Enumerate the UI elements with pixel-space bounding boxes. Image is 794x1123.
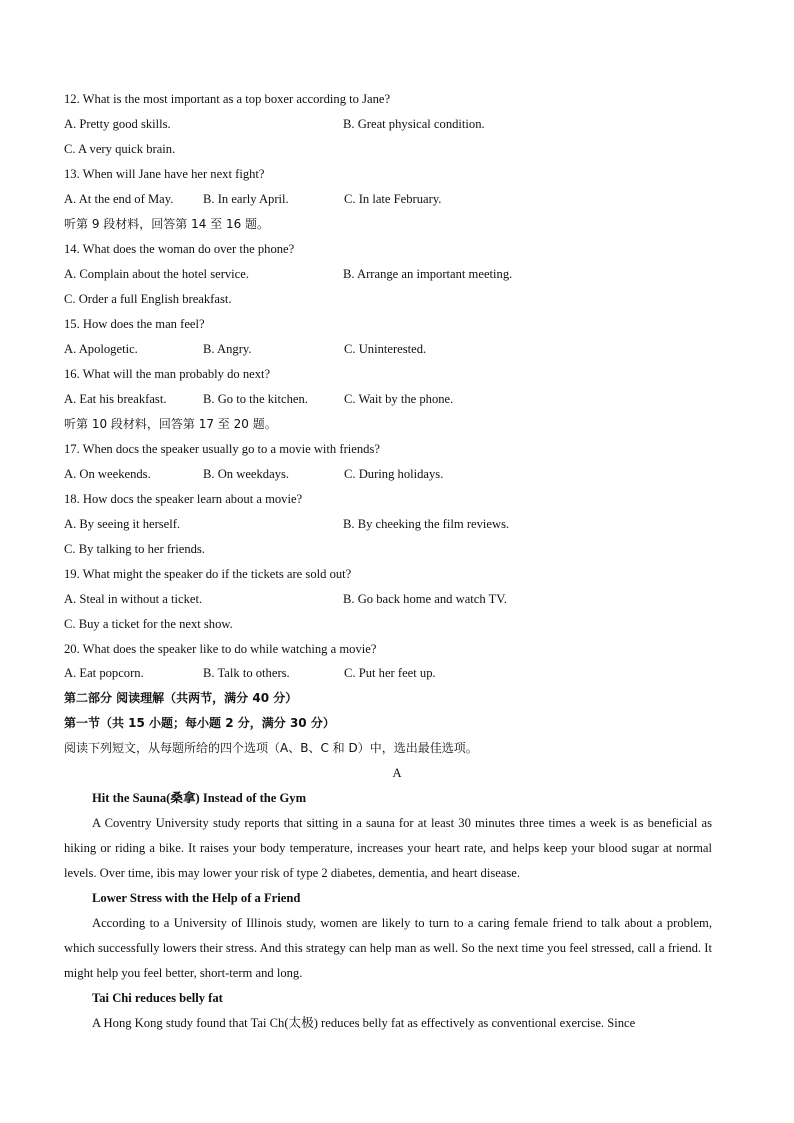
q17-option-a: A. On weekends. <box>64 467 151 481</box>
q12-option-a: A. Pretty good skills. <box>64 117 171 131</box>
q16-option-a: A. Eat his breakfast. <box>64 392 167 406</box>
question-20: 20. What does the speaker like to do while watching a movie? <box>64 642 377 656</box>
part-2-title: 第二部分 阅读理解（共两节，满分 40 分） <box>64 691 298 705</box>
q19-option-b: B. Go back home and watch TV. <box>343 592 507 606</box>
paragraph-tai-chi: A Hong Kong study found that Tai Ch(太极) reduces belly fat as effectively as conventional exercise. Since <box>92 1016 636 1030</box>
q20-option-c: C. Put her feet up. <box>344 666 436 680</box>
q15-option-b: B. Angry. <box>203 342 252 356</box>
question-16: 16. What will the man probably do next? <box>64 367 271 381</box>
question-13: 13. When will Jane have her next fight? <box>64 167 265 181</box>
heading-friend: Lower Stress with the Help of a Friend <box>92 891 301 905</box>
section-10-instruction: 听第 10 段材料，回答第 17 至 20 题。 <box>64 417 277 431</box>
q16-option-c: C. Wait by the phone. <box>344 392 454 406</box>
heading-sauna: Hit the Sauna(桑拿) Instead of the Gym <box>92 791 307 805</box>
heading-tai-chi: Tai Chi reduces belly fat <box>92 991 223 1005</box>
q19-option-a: A. Steal in without a ticket. <box>64 592 203 606</box>
q17-option-c: C. During holidays. <box>344 467 444 481</box>
reading-instruction: 阅读下列短文，从每题所给的四个选项（A、B、C 和 D）中，选出最佳选项。 <box>64 741 478 755</box>
q13-option-a: A. At the end of May. <box>64 192 174 206</box>
question-17: 17. When docs the speaker usually go to a movie with friends? <box>64 442 380 456</box>
paragraph-friend: According to a University of Illinois study, women are likely to turn to a caring female friend to talk about a problem, which successfully lowers their stress. And this strategy can help man as well. So the next time you feel stressed, call a friend. It might help you feel better, short-term and long. <box>64 916 712 980</box>
section-1-title: 第一节（共 15 小题；每小题 2 分，满分 30 分） <box>64 716 335 730</box>
q14-option-a: A. Complain about the hotel service. <box>64 267 250 281</box>
q15-option-c: C. Uninterested. <box>344 342 427 356</box>
passage-label: A <box>392 766 402 780</box>
question-14: 14. What does the woman do over the phone? <box>64 242 295 256</box>
question-19: 19. What might the speaker do if the tickets are sold out? <box>64 567 352 581</box>
q12-option-c: C. A very quick brain. <box>64 142 176 156</box>
q13-option-b: B. In early April. <box>203 192 289 206</box>
q14-option-c: C. Order a full English breakfast. <box>64 292 232 306</box>
question-12: 12. What is the most important as a top boxer according to Jane? <box>64 92 391 106</box>
q12-option-b: B. Great physical condition. <box>343 117 485 131</box>
q16-option-b: B. Go to the kitchen. <box>203 392 308 406</box>
question-18: 18. How docs the speaker learn about a movie? <box>64 492 303 506</box>
q19-option-c: C. Buy a ticket for the next show. <box>64 617 233 631</box>
q14-option-b: B. Arrange an important meeting. <box>343 267 513 281</box>
section-9-instruction: 听第 9 段材料，回答第 14 至 16 题。 <box>64 217 270 231</box>
q17-option-b: B. On weekdays. <box>203 467 290 481</box>
q18-option-c: C. By talking to her friends. <box>64 542 205 556</box>
q20-option-b: B. Talk to others. <box>203 666 290 680</box>
q15-option-a: A. Apologetic. <box>64 342 138 356</box>
paragraph-sauna: A Coventry University study reports that sitting in a sauna for at least 30 minutes three times a week is as beneficial as hiking or riding a bike. It raises your body temperature, increases your heart rate, and helps keep your blood sugar at normal levels. Over time, ibis may lower your risk of type 2 diabetes, dementia, and heart disease. <box>64 816 712 880</box>
q20-option-a: A. Eat popcorn. <box>64 666 144 680</box>
q13-option-c: C. In late February. <box>344 192 442 206</box>
q18-option-b: B. By cheeking the film reviews. <box>343 517 510 531</box>
q18-option-a: A. By seeing it herself. <box>64 517 181 531</box>
question-15: 15. How does the man feel? <box>64 317 205 331</box>
